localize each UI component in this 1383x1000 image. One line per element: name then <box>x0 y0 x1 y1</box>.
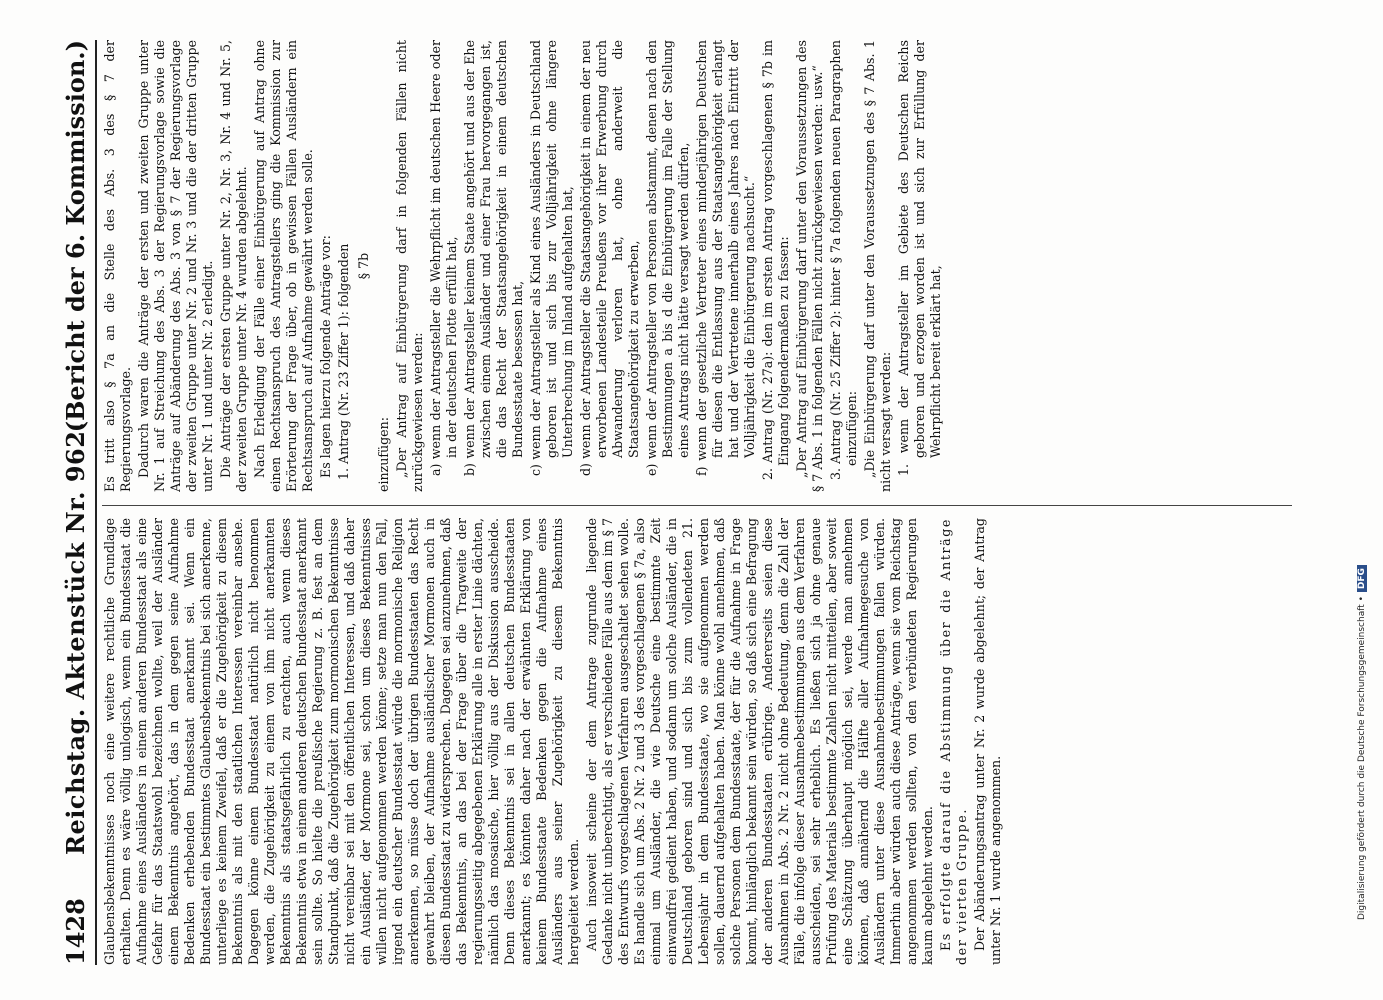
right-column <box>102 40 1302 492</box>
subitem-c: c) wenn der Antragsteller als Kind eines Ausländers in Deutschland geboren ist und sich bis zur Volljährigkeit ohne längere Unterbrechung im Inland aufgehalten hat, <box>528 40 575 476</box>
section-mark: § 7b <box>356 252 371 280</box>
left-paragraph-4: Der Abänderungsantrag unter Nr. 2 wurde abgelehnt; der Antrag unter Nr. 1 wurde angenommen. <box>972 518 1003 965</box>
column-divider <box>102 505 1292 506</box>
left-paragraph-2: Auch insoweit scheine der dem Antrage zugrunde liegende Gedanke nicht unberechtigt, als er verschiedene Fälle aus dem im § 7 des Entwurfs vorgeschlagenen Verfahren ausgeschaltet sehen wolle. Es handle sich um Abs. 2 Nr. 2 und 3 des vorgeschlagenen § 7a, also einmal um Ausländer, die wie Deutsche eine bestimmte Zeit einwandfrei gedient haben, und sodann um solche Ausländer, die in Deutschland geboren sind und sich bis zum vollendeten 21. Lebensjahr in dem Bundesstaate, wo sie aufgenommen werden sollen, dauernd aufgehalten haben. Man könne wohl annehmen, daß solche Personen dem Bundesstaate, der für die Aufnahme in Frage kommt, hinlänglich bekannt sein würden, so daß sich eine Befragung der anderen Bundesstaaten erübrige. Andererseits seien diese Ausnahmen in Abs. 2 Nr. 2 nicht ohne Bedeutung, denn die Zahl der Fälle, die infolge dieser Ausnahmebestimmungen aus dem Verfahren ausscheiden, sei sehr erheblich. Es ließen sich ja ohne genaue Prüfung des Materials bestimmte Zahlen nicht mitteilen, aber soweit eine Schätzung überhaupt möglich sei, werde man annehmen können, daß annähernd die Hälfte aller Aufnahmegesuche von Ausländern unter diese Ausnahmebestimmungen fallen würden. Immerhin aber würden auch diese Anträge, wenn sie vom Reichstag angenommen werden sollten, von den verbündeten Regierungen kaum abgelehnt werden. <box>584 518 935 965</box>
subitem-b: b) wenn der Antragsteller keinem Staate angehört und aus der Ehe zwischen einem Ausländer und einer Frau hervorgegangen ist, die das Recht der Staatsangehörigkeit in einem deutschen Bundesstaate besessen hat, <box>462 40 525 476</box>
left-paragraph-1: Glaubensbekenntnisses noch eine weitere rechtliche Grundlage erhalten. Denn es wäre völlig unlogisch, wenn ein Bundesstaat die Aufnahme eines Ausländers in einem anderen Bundesstaat als eine Gefahr für das Staatswohl bezeichnen wollte, weil der Ausländer einem Bekenntnis angehört, das in dem gegen seine Aufnahme Bedenken erhebenden Bundesstaat anerkannt sei. Wenn ein Bundesstaat ein bestimmtes Glaubensbekenntnis bei sich anerkenne, unterliege es keinem Zweifel, daß er die Zugehörigkeit zu diesem Bekenntnis als mit den staatlichen Interessen vereinbar ansehe. Dagegen könne einem Bundesstaat natürlich nicht benommen werden, die Zugehörigkeit zu einem von ihm nicht anerkannten Bekenntnis als staatsgefährlich zu erachten, auch wenn dieses Bekenntnis etwa in einem anderen deutschen Bundesstaat anerkannt sein sollte. So hielte die preußische Regierung z. B. fest an dem Standpunkt, daß die Zugehörigkeit zum mormonischen Bekenntnisse nicht vereinbar sei mit den öffentlichen Interessen, und daß daher ein Ausländer, der Mormone sei, schon um dieses Bekenntnisses willen nicht aufgenommen werden könne; setze man nun den Fall, irgend ein deutscher Bundesstaat würde die mormonische Religion anerkennen, so müsse doch der übrigen Bundesstaaten das Recht gewahrt bleiben, der Aufnahme ausländischer Mormonen auch in diesen Bundesstaat zu widersprechen. Dagegen sei anzunehmen, daß das Bekenntnis, an das bei der Frage über die Tragweite der regierungsseitig abgegebenen Erklärung alle in erster Linie dächten, nämlich das mosaische, hier völlig aus der Diskussion ausscheide. Denn dieses Bekenntnis sei in allen deutschen Bundesstaaten anerkannt; es könnten daher nach der erwähnten Erklärung von keinem Bundesstaate Bedenken gegen die Aufnahme eines Ausländers aus seiner Zugehörigkeit zu diesem Bekenntnis hergeleitet werden. <box>102 518 581 965</box>
dfg-logo: DFG <box>1357 565 1367 592</box>
digitization-text: Digitalisierung gefördert durch die Deutsche Forschungsgemeinschaft • <box>1357 596 1367 920</box>
subitem-f: f) wenn der gesetzliche Vertreter eines minderjährigen Deutschen für diesen die Entlassung aus der Staatsangehörigkeit erlangt hat und der Vertretene innerhalb eines Jahres nach Eintritt der Volljährigkeit die Einbürgerung nachsucht.“ <box>694 40 757 476</box>
proposal-3-subitem-1: 1. wenn der Antragsteller im Gebiete des Deutschen Reichs geboren und erzogen worden ist und sich zur Erfüllung der Wehrpflicht bereit erklärt hat, <box>896 40 943 476</box>
digitization-note <box>1357 20 1367 920</box>
right-intro-5: Es lagen hierzu folgende Anträge vor: <box>318 235 333 478</box>
proposal-1-heading: 1. Antrag (Nr. 23 Ziffer 1): folgenden <box>336 243 351 480</box>
left-column <box>102 518 1302 965</box>
header-title: Reichstag. Aktenstück Nr. 962. <box>61 421 90 855</box>
right-intro-1: Es tritt also § 7a an die Stelle des Abs. 3 des § 7 der Regierungsvorlage. <box>102 40 133 492</box>
subitem-d: d) wenn der Antragsteller die Staatsangehörigkeit in einem der neu erworbenen Landesteile Preußens vor ihrer Erwerbung durch Abwanderung verloren hat, ohne anderweit die Staatsangehörigkeit zu erwerben, <box>578 40 641 476</box>
right-intro-3: Die Anträge der ersten Gruppe unter Nr. 2, Nr. 3, Nr. 4 und Nr. 5, der zweiten Gruppe unter Nr. 4 wurden abgelehnt. <box>218 40 249 492</box>
header-section: (Bericht der 6. Kommission.) <box>61 40 90 433</box>
quote-intro: „Der Antrag auf Einbürgerung darf in folgenden Fällen nicht zurückgewiesen werden: <box>394 40 425 492</box>
proposal-2: 2. Antrag (Nr. 27a): den im ersten Antrag vorgeschlagenen § 7b im Eingang folgendermaßen zu fassen: <box>760 40 791 480</box>
insert-label: einzufügen: <box>376 417 391 492</box>
proposal-2-quote: „Der Antrag auf Einbürgerung darf unter den Voraussetzungen des § 7 Abs. 1 in folgenden Fällen nicht zurückgewiesen werden: usw.“ <box>794 40 825 492</box>
left-paragraph-3: Es erfolgte darauf die Abstimmung über die Anträge der vierten Gruppe. <box>938 518 969 965</box>
proposal-3: 3. Antrag (Nr. 25 Ziffer 2): hinter § 7a folgenden neuen Paragraphen einzufügen: <box>828 40 859 480</box>
subitem-e: e) wenn der Antragsteller von Personen abstammt, denen nach den Bestimmungen a bis d die Einbürgerung im Falle der Stellung eines Antrags nicht hätte versagt werden dürfen, <box>644 40 691 476</box>
subitem-a: a) wenn der Antragsteller die Wehrpflicht im deutschen Heere oder in der deutschen Flotte erfüllt hat, <box>428 40 459 476</box>
right-intro-4: Nach Erledigung der Fälle einer Einbürgerung auf Antrag ohne einen Rechtsanspruch des Antragstellers ging die Kommission zur Erörterung der Frage über, ob in gewissen Fällen Ausländern ein Rechtsanspruch auf Aufnahme gewährt werden solle. <box>252 40 315 492</box>
right-intro-2: Dadurch waren die Anträge der ersten und zweiten Gruppe unter Nr. 1 auf Streichung des Abs. 3 der Regierungsvorlage sowie die Anträge auf Abänderung des Abs. 3 von § 7 der Regierungsvorlage der zweiten Gruppe unter Nr. 2 und Nr. 3 und die der dritten Gruppe unter Nr. 1 und unter Nr. 2 erledigt. <box>136 40 215 492</box>
page-number: 1428 <box>61 898 90 965</box>
proposal-3-quote: „Die Einbürgerung darf unter den Voraussetzungen des § 7 Abs. 1 nicht versagt werden: <box>862 40 893 492</box>
page-header <box>55 40 97 965</box>
